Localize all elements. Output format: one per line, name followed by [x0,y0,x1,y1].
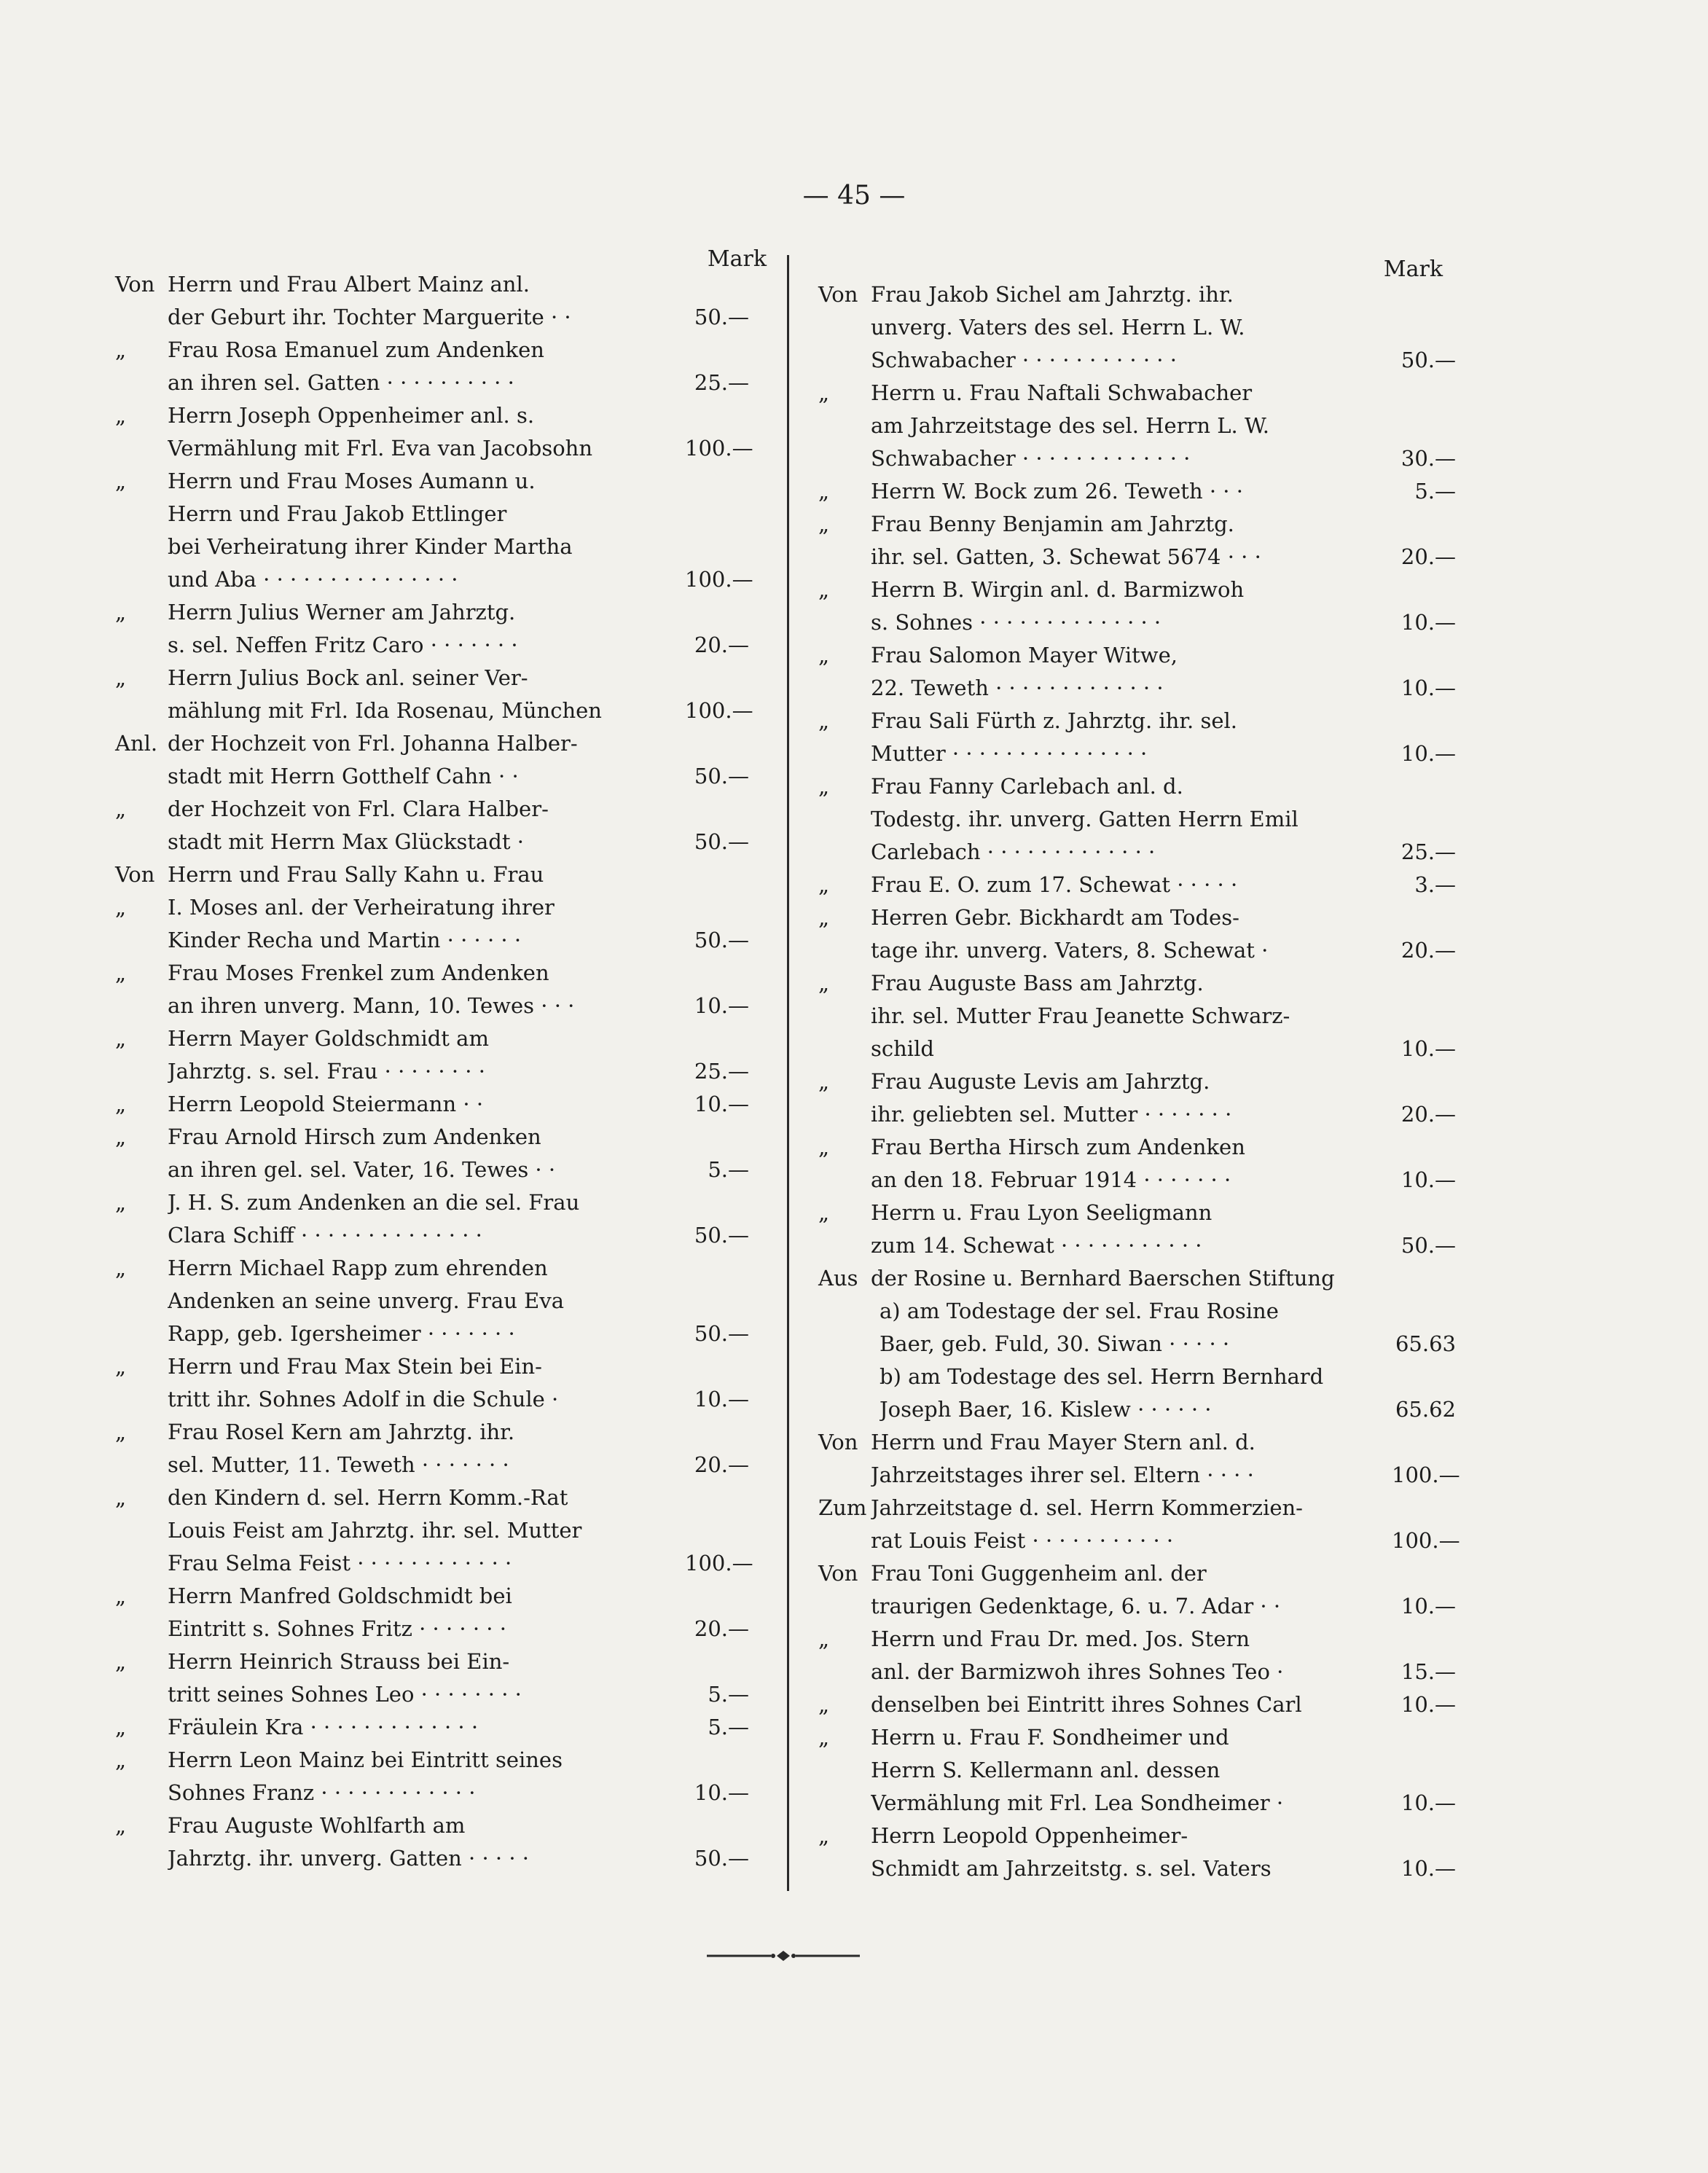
entry-line: Jahrztg. s. sel. Frau · · · · · · · · [168,1059,485,1084]
entry-prefix: „ [115,796,127,821]
entry-amount: 100.— [1392,1528,1460,1553]
entry-text [871,1426,1392,1492]
entry-text [168,334,685,399]
entry-line: traurigen Gedenktage, 6. u. 7. Adar · · [871,1594,1281,1618]
entry-prefix: „ [818,1725,830,1750]
entry-line: Frau Arnold Hirsch zum Andenken [168,1124,541,1149]
entry-line: anl. der Barmizwoh ihres Sohnes Teo · [871,1659,1284,1684]
donation-entry [818,278,1456,377]
entry-line: Herren Gebr. Bickhardt am Todes- [871,905,1239,930]
entry-line: Schmidt am Jahrzeitstg. s. sel. Vaters [871,1856,1272,1881]
donation-entry [115,1121,749,1186]
entry-prefix: „ [115,1124,127,1149]
entry-line: Frau Bertha Hirsch zum Andenken [871,1135,1245,1159]
entry-text [168,957,685,1022]
entry-line: ihr. sel. Gatten, 3. Schewat 5674 · · · [871,544,1261,569]
column-divider [787,255,789,1891]
entry-text [168,891,685,957]
donation-entry [818,1492,1460,1557]
entry-amount: 10.— [694,1780,749,1805]
entry-text [871,705,1392,770]
entry-line: s. sel. Neffen Fritz Caro · · · · · · · [168,633,518,657]
entry-amount: 10.— [1401,1692,1456,1717]
entry-line: Kinder Recha und Martin · · · · · · [168,928,522,952]
entry-prefix: „ [115,600,127,625]
donation-entry [115,1645,749,1711]
entry-line: Clara Schiff · · · · · · · · · · · · · · [168,1223,482,1248]
entry-amount: 65.63 [1395,1331,1456,1356]
entry-text [168,1711,685,1744]
donation-entry [115,957,749,1022]
entry-line: Frau Toni Guggenheim anl. der [871,1561,1207,1586]
entry-line: Andenken an seine unverg. Frau Eva [168,1288,564,1313]
entry-text [871,901,1392,967]
entry-line: J. H. S. zum Andenken an die sel. Frau [168,1190,580,1215]
donation-entry [115,858,749,891]
entry-line: Fräulein Kra · · · · · · · · · · · · · [168,1715,479,1739]
entry-amount: 10.— [1401,676,1456,700]
donation-entry [115,1186,749,1252]
ornament-divider [707,1949,860,1963]
entry-line: Frau Auguste Wohlfarth am [168,1813,466,1838]
entry-text [168,1252,685,1350]
entry-prefix: Zum [818,1495,867,1520]
entry-text [871,377,1392,475]
entry-line: Frau Fanny Carlebach anl. d. [871,774,1183,799]
donation-entry [818,639,1456,705]
entry-text [871,639,1392,705]
page-number: — 45 — [802,181,906,211]
entry-line: Frau Selma Feist · · · · · · · · · · · · [168,1551,512,1575]
entry-text [168,465,685,596]
entry-amount: 10.— [1401,1790,1456,1815]
entry-line: Herrn und Frau Jakob Ettlinger [168,501,507,526]
donation-entry [818,1295,1456,1360]
entry-prefix: „ [818,774,830,799]
entry-line: Frau Salomon Mayer Witwe, [871,643,1178,667]
entry-prefix: Von [115,272,155,297]
entry-line: stadt mit Herrn Gotthelf Cahn · · [168,764,519,788]
entry-prefix: „ [115,403,127,428]
entry-text [871,1295,1392,1360]
donation-entry [115,1481,753,1580]
entry-amount: 50.— [694,1223,749,1248]
donation-entry [115,1580,749,1645]
entry-amount: 50.— [694,928,749,952]
donation-entry [115,1744,749,1809]
entry-line: bei Verheiratung ihrer Kinder Martha [168,534,573,559]
entry-text [168,1088,685,1121]
entry-line: Vermählung mit Frl. Lea Sondheimer · [871,1790,1284,1815]
entry-line: Baer, geb. Fuld, 30. Siwan · · · · · [880,1331,1230,1356]
entry-line: Frau Jakob Sichel am Jahrztg. ihr. [871,282,1234,307]
entry-line: Herrn Julius Bock anl. seiner Ver- [168,665,528,690]
entry-text [871,573,1392,639]
entry-line: Frau Rosel Kern am Jahrztg. ihr. [168,1420,515,1444]
donation-entry [818,1131,1456,1197]
donation-entry [818,1426,1460,1492]
donation-entry [818,573,1456,639]
entry-prefix: „ [115,665,127,690]
entry-amount: 20.— [694,633,749,657]
entry-prefix: „ [115,1190,127,1215]
donation-entry [115,1088,749,1121]
entry-text [168,858,685,891]
entry-text [168,268,685,334]
entry-text [871,278,1392,377]
entry-line: Frau Rosa Emanuel zum Andenken [168,337,544,362]
entry-line: Herrn und Frau Moses Aumann u. [168,469,536,493]
entry-text [168,399,685,465]
entry-line: tritt seines Sohnes Leo · · · · · · · · [168,1682,522,1707]
entry-line: s. Sohnes · · · · · · · · · · · · · · [871,610,1161,635]
donation-entry [115,662,753,727]
entry-text [871,1557,1392,1623]
entry-line: zum 14. Schewat · · · · · · · · · · · [871,1233,1202,1258]
entry-line: Herrn Leopold Steiermann · · [168,1092,484,1116]
entry-amount: 50.— [694,305,749,329]
entry-prefix: „ [115,1420,127,1444]
left-column-heading: Mark [707,246,767,272]
entry-amount: 50.— [694,764,749,788]
entry-line: Herrn Heinrich Strauss bei Ein- [168,1649,510,1674]
entry-text [168,793,685,858]
entry-line: stadt mit Herrn Max Glückstadt · [168,829,524,854]
entry-line: mählung mit Frl. Ida Rosenau, München [168,698,602,723]
entry-text [168,1416,685,1481]
right-column [818,278,1460,1885]
entry-text [871,1623,1392,1688]
entry-amount: 25.— [694,1059,749,1084]
entry-prefix: Anl. [115,731,158,756]
donation-entry [115,1252,749,1350]
entry-prefix: „ [115,1256,127,1280]
entry-line: rat Louis Feist · · · · · · · · · · · [871,1528,1174,1553]
left-column [115,268,753,1875]
entry-line: an ihren gel. sel. Vater, 16. Tewes · · [168,1157,556,1182]
entry-line: schild [871,1036,934,1061]
entry-line: unverg. Vaters des sel. Herrn L. W. [871,315,1245,340]
entry-text [168,1645,685,1711]
entry-text [168,1350,685,1416]
entry-text [871,1820,1392,1885]
entry-amount: 50.— [1401,1233,1456,1258]
donation-entry [818,705,1456,770]
entry-line: Rapp, geb. Igersheimer · · · · · · · [168,1321,515,1346]
entry-line: Schwabacher · · · · · · · · · · · · [871,348,1177,372]
entry-amount: 20.— [1401,544,1456,569]
entry-line: b) am Todestage des sel. Herrn Bernhard [880,1364,1324,1389]
entry-text [871,869,1392,901]
entry-line: denselben bei Eintritt ihres Sohnes Carl [871,1692,1302,1717]
entry-prefix: „ [818,708,830,733]
donation-entry [818,1197,1456,1262]
entry-line: der Rosine u. Bernhard Baerschen Stiftung [871,1266,1335,1291]
entry-line: Frau Benny Benjamin am Jahrztg. [871,512,1234,536]
entry-prefix: „ [818,512,830,536]
donation-entry [115,793,749,858]
donation-entry [115,1350,749,1416]
donation-entry [818,967,1456,1065]
entry-line: ihr. sel. Mutter Frau Jeanette Schwarz- [871,1003,1290,1028]
entry-line: Herrn und Frau Max Stein bei Ein- [168,1354,542,1379]
entry-prefix: „ [115,1485,127,1510]
entry-amount: 50.— [694,829,749,854]
entry-amount: 10.— [1401,1594,1456,1618]
entry-line: Herrn Julius Werner am Jahrztg. [168,600,516,625]
entry-line: Mutter · · · · · · · · · · · · · · · [871,741,1148,766]
entry-prefix: „ [115,960,127,985]
entry-line: Herrn u. Frau Naftali Schwabacher [871,380,1253,405]
entry-line: Herrn W. Bock zum 26. Teweth · · · [871,479,1243,504]
donation-entry [818,770,1456,869]
entry-text [168,1580,685,1645]
entry-line: 22. Teweth · · · · · · · · · · · · · [871,676,1164,700]
donation-entry [115,268,749,334]
entry-prefix: „ [115,1026,127,1051]
entry-amount: 20.— [694,1616,749,1641]
donation-entry [115,334,749,399]
entry-prefix: „ [818,1823,830,1848]
entry-line: Jahrzeitstage d. sel. Herrn Kommerzien- [871,1495,1303,1520]
donation-entry [115,596,749,662]
entry-line: Herrn Leon Mainz bei Eintritt seines [168,1747,563,1772]
donation-entry [818,1557,1456,1623]
entry-text [871,1131,1392,1197]
entry-text [168,662,685,727]
entry-line: Herrn Manfred Goldschmidt bei [168,1583,512,1608]
entry-line: Herrn und Frau Dr. med. Jos. Stern [871,1626,1250,1651]
entry-line: Jahrztg. ihr. unverg. Gatten · · · · · [168,1846,530,1871]
donation-entry [115,465,753,596]
entry-line: am Jahrzeitstage des sel. Herrn L. W. [871,413,1269,438]
donation-entry [818,475,1456,508]
entry-line: Herrn Michael Rapp zum ehrenden [168,1256,548,1280]
entry-amount: 3.— [1414,872,1456,897]
entry-line: Frau E. O. zum 17. Schewat · · · · · [871,872,1238,897]
entry-amount: 5.— [708,1682,749,1707]
entry-text [168,727,685,793]
entry-line: Frau Auguste Levis am Jahrztg. [871,1069,1210,1094]
entry-amount: 10.— [1401,610,1456,635]
entry-line: an den 18. Februar 1914 · · · · · · · [871,1167,1231,1192]
entry-amount: 50.— [694,1321,749,1346]
entry-line: Frau Sali Fürth z. Jahrztg. ihr. sel. [871,708,1238,733]
entry-prefix: „ [115,895,127,920]
entry-line: Frau Auguste Bass am Jahrztg. [871,971,1204,995]
donation-entry [818,1262,1456,1295]
entry-amount: 5.— [708,1157,749,1182]
entry-line: Herrn und Frau Albert Mainz anl. [168,272,530,297]
entry-amount: 10.— [694,1387,749,1412]
entry-text [168,1121,685,1186]
donation-entry [818,869,1456,901]
donation-entry [818,377,1456,475]
entry-text [871,1360,1392,1426]
donation-entry [818,1721,1456,1820]
entry-text [168,596,685,662]
entry-text [871,475,1392,508]
entry-line: der Geburt ihr. Tochter Marguerite · · [168,305,571,329]
entry-prefix: „ [115,1715,127,1739]
entry-line: Herrn u. Frau F. Sondheimer und [871,1725,1229,1750]
donation-entry [115,1809,749,1875]
entry-text [168,1481,685,1580]
entry-prefix: Von [818,282,858,307]
donation-entry [115,399,753,465]
donation-entry [115,1022,749,1088]
entry-amount: 20.— [1401,938,1456,963]
entry-text [871,1492,1392,1557]
donation-entry [818,1065,1456,1131]
entry-amount: 30.— [1401,446,1456,471]
entry-line: Herrn und Frau Sally Kahn u. Frau [168,862,544,887]
entry-prefix: „ [115,1354,127,1379]
entry-line: Vermählung mit Frl. Eva van Jacobsohn [168,436,593,461]
entry-amount: 10.— [1401,1167,1456,1192]
entry-line: Herrn Joseph Oppenheimer anl. s. [168,403,535,428]
entry-amount: 100.— [1392,1463,1460,1487]
entry-prefix: „ [818,1135,830,1159]
entry-line: an ihren sel. Gatten · · · · · · · · · · [168,370,514,395]
entry-text [871,1065,1392,1131]
entry-line: Sohnes Franz · · · · · · · · · · · · [168,1780,476,1805]
entry-amount: 50.— [694,1846,749,1871]
entry-line: an ihren unverg. Mann, 10. Tewes · · · [168,993,575,1018]
entry-prefix: „ [115,1813,127,1838]
entry-text [168,1744,685,1809]
entry-prefix: „ [115,1747,127,1772]
entry-text [168,1186,685,1252]
entry-prefix: „ [818,643,830,667]
entry-prefix: „ [818,971,830,995]
entry-text [871,967,1392,1065]
entry-prefix: „ [115,1092,127,1116]
donation-entry [818,901,1456,967]
entry-line: a) am Todestage der sel. Frau Rosine [880,1299,1279,1323]
donation-entry [115,1416,749,1481]
entry-line: Herrn und Frau Mayer Stern anl. d. [871,1430,1255,1454]
entry-line: Carlebach · · · · · · · · · · · · · [871,839,1156,864]
entry-line: I. Moses anl. der Verheiratung ihrer [168,895,555,920]
entry-amount: 5.— [708,1715,749,1739]
entry-prefix: Von [115,862,155,887]
entry-prefix: „ [818,1626,830,1651]
entry-prefix: „ [115,469,127,493]
entry-line: tage ihr. unverg. Vaters, 8. Schewat · [871,938,1269,963]
entry-line: tritt ihr. Sohnes Adolf in die Schule · [168,1387,559,1412]
entry-line: Herrn Mayer Goldschmidt am [168,1026,489,1051]
entry-line: Herrn u. Frau Lyon Seeligmann [871,1200,1213,1225]
entry-text [871,770,1392,869]
entry-amount: 25.— [1401,839,1456,864]
entry-line: Frau Moses Frenkel zum Andenken [168,960,549,985]
entry-line: Herrn Leopold Oppenheimer- [871,1823,1188,1848]
entry-text [168,1022,685,1088]
entry-amount: 20.— [1401,1102,1456,1127]
donation-entry [818,1623,1456,1688]
entry-prefix: „ [818,1692,830,1717]
entry-text [871,1721,1392,1820]
entry-amount: 100.— [685,567,753,592]
entry-amount: 5.— [1414,479,1456,504]
entry-prefix: Von [818,1561,858,1586]
entry-line: Schwabacher · · · · · · · · · · · · · [871,446,1191,471]
donation-entry [818,508,1456,573]
entry-amount: 10.— [1401,741,1456,766]
entry-amount: 65.62 [1395,1397,1456,1422]
entry-prefix: Von [818,1430,858,1454]
entry-line: und Aba · · · · · · · · · · · · · · · [168,567,458,592]
entry-line: den Kindern d. sel. Herrn Komm.-Rat [168,1485,568,1510]
entry-prefix: Aus [818,1266,858,1291]
entry-text [871,1262,1392,1295]
entry-prefix: „ [115,1649,127,1674]
entry-line: Herrn B. Wirgin anl. d. Barmizwoh [871,577,1245,602]
entry-line: Herrn S. Kellermann anl. dessen [871,1758,1221,1782]
entry-line: der Hochzeit von Frl. Clara Halber- [168,796,549,821]
entry-prefix: „ [818,479,830,504]
entry-prefix: „ [818,1200,830,1225]
entry-prefix: „ [818,577,830,602]
entry-line: Jahrzeitstages ihrer sel. Eltern · · · · [871,1463,1254,1487]
entry-line: Louis Feist am Jahrztg. ihr. sel. Mutter [168,1518,582,1543]
entry-amount: 10.— [694,993,749,1018]
entry-amount: 20.— [694,1452,749,1477]
entry-line: der Hochzeit von Frl. Johanna Halber- [168,731,578,756]
entry-line: Todestg. ihr. unverg. Gatten Herrn Emil [871,807,1298,831]
entry-text [871,1197,1392,1262]
donation-entry [115,1711,749,1744]
entry-text [168,1809,685,1875]
entry-text [871,508,1392,573]
entry-amount: 25.— [694,370,749,395]
donation-entry [818,1688,1456,1721]
entry-amount: 15.— [1401,1659,1456,1684]
donation-entry [818,1360,1456,1426]
entry-line: Eintritt s. Sohnes Fritz · · · · · · · [168,1616,506,1641]
entry-prefix: „ [818,380,830,405]
entry-text [871,1688,1392,1721]
entry-line: ihr. geliebten sel. Mutter · · · · · · · [871,1102,1232,1127]
entry-prefix: „ [115,1583,127,1608]
entry-prefix: „ [818,872,830,897]
donation-entry [115,727,749,793]
entry-amount: 50.— [1401,348,1456,372]
entry-amount: 10.— [1401,1036,1456,1061]
entry-line: sel. Mutter, 11. Teweth · · · · · · · [168,1452,509,1477]
entry-amount: 100.— [685,436,753,461]
entry-amount: 100.— [685,698,753,723]
entry-line: Joseph Baer, 16. Kislew · · · · · · [880,1397,1212,1422]
entry-prefix: „ [115,337,127,362]
donation-entry [115,891,749,957]
entry-amount: 10.— [694,1092,749,1116]
entry-amount: 100.— [685,1551,753,1575]
right-column-heading: Mark [1383,257,1443,282]
donation-entry [818,1820,1456,1885]
entry-prefix: „ [818,905,830,930]
entry-prefix: „ [818,1069,830,1094]
entry-amount: 10.— [1401,1856,1456,1881]
